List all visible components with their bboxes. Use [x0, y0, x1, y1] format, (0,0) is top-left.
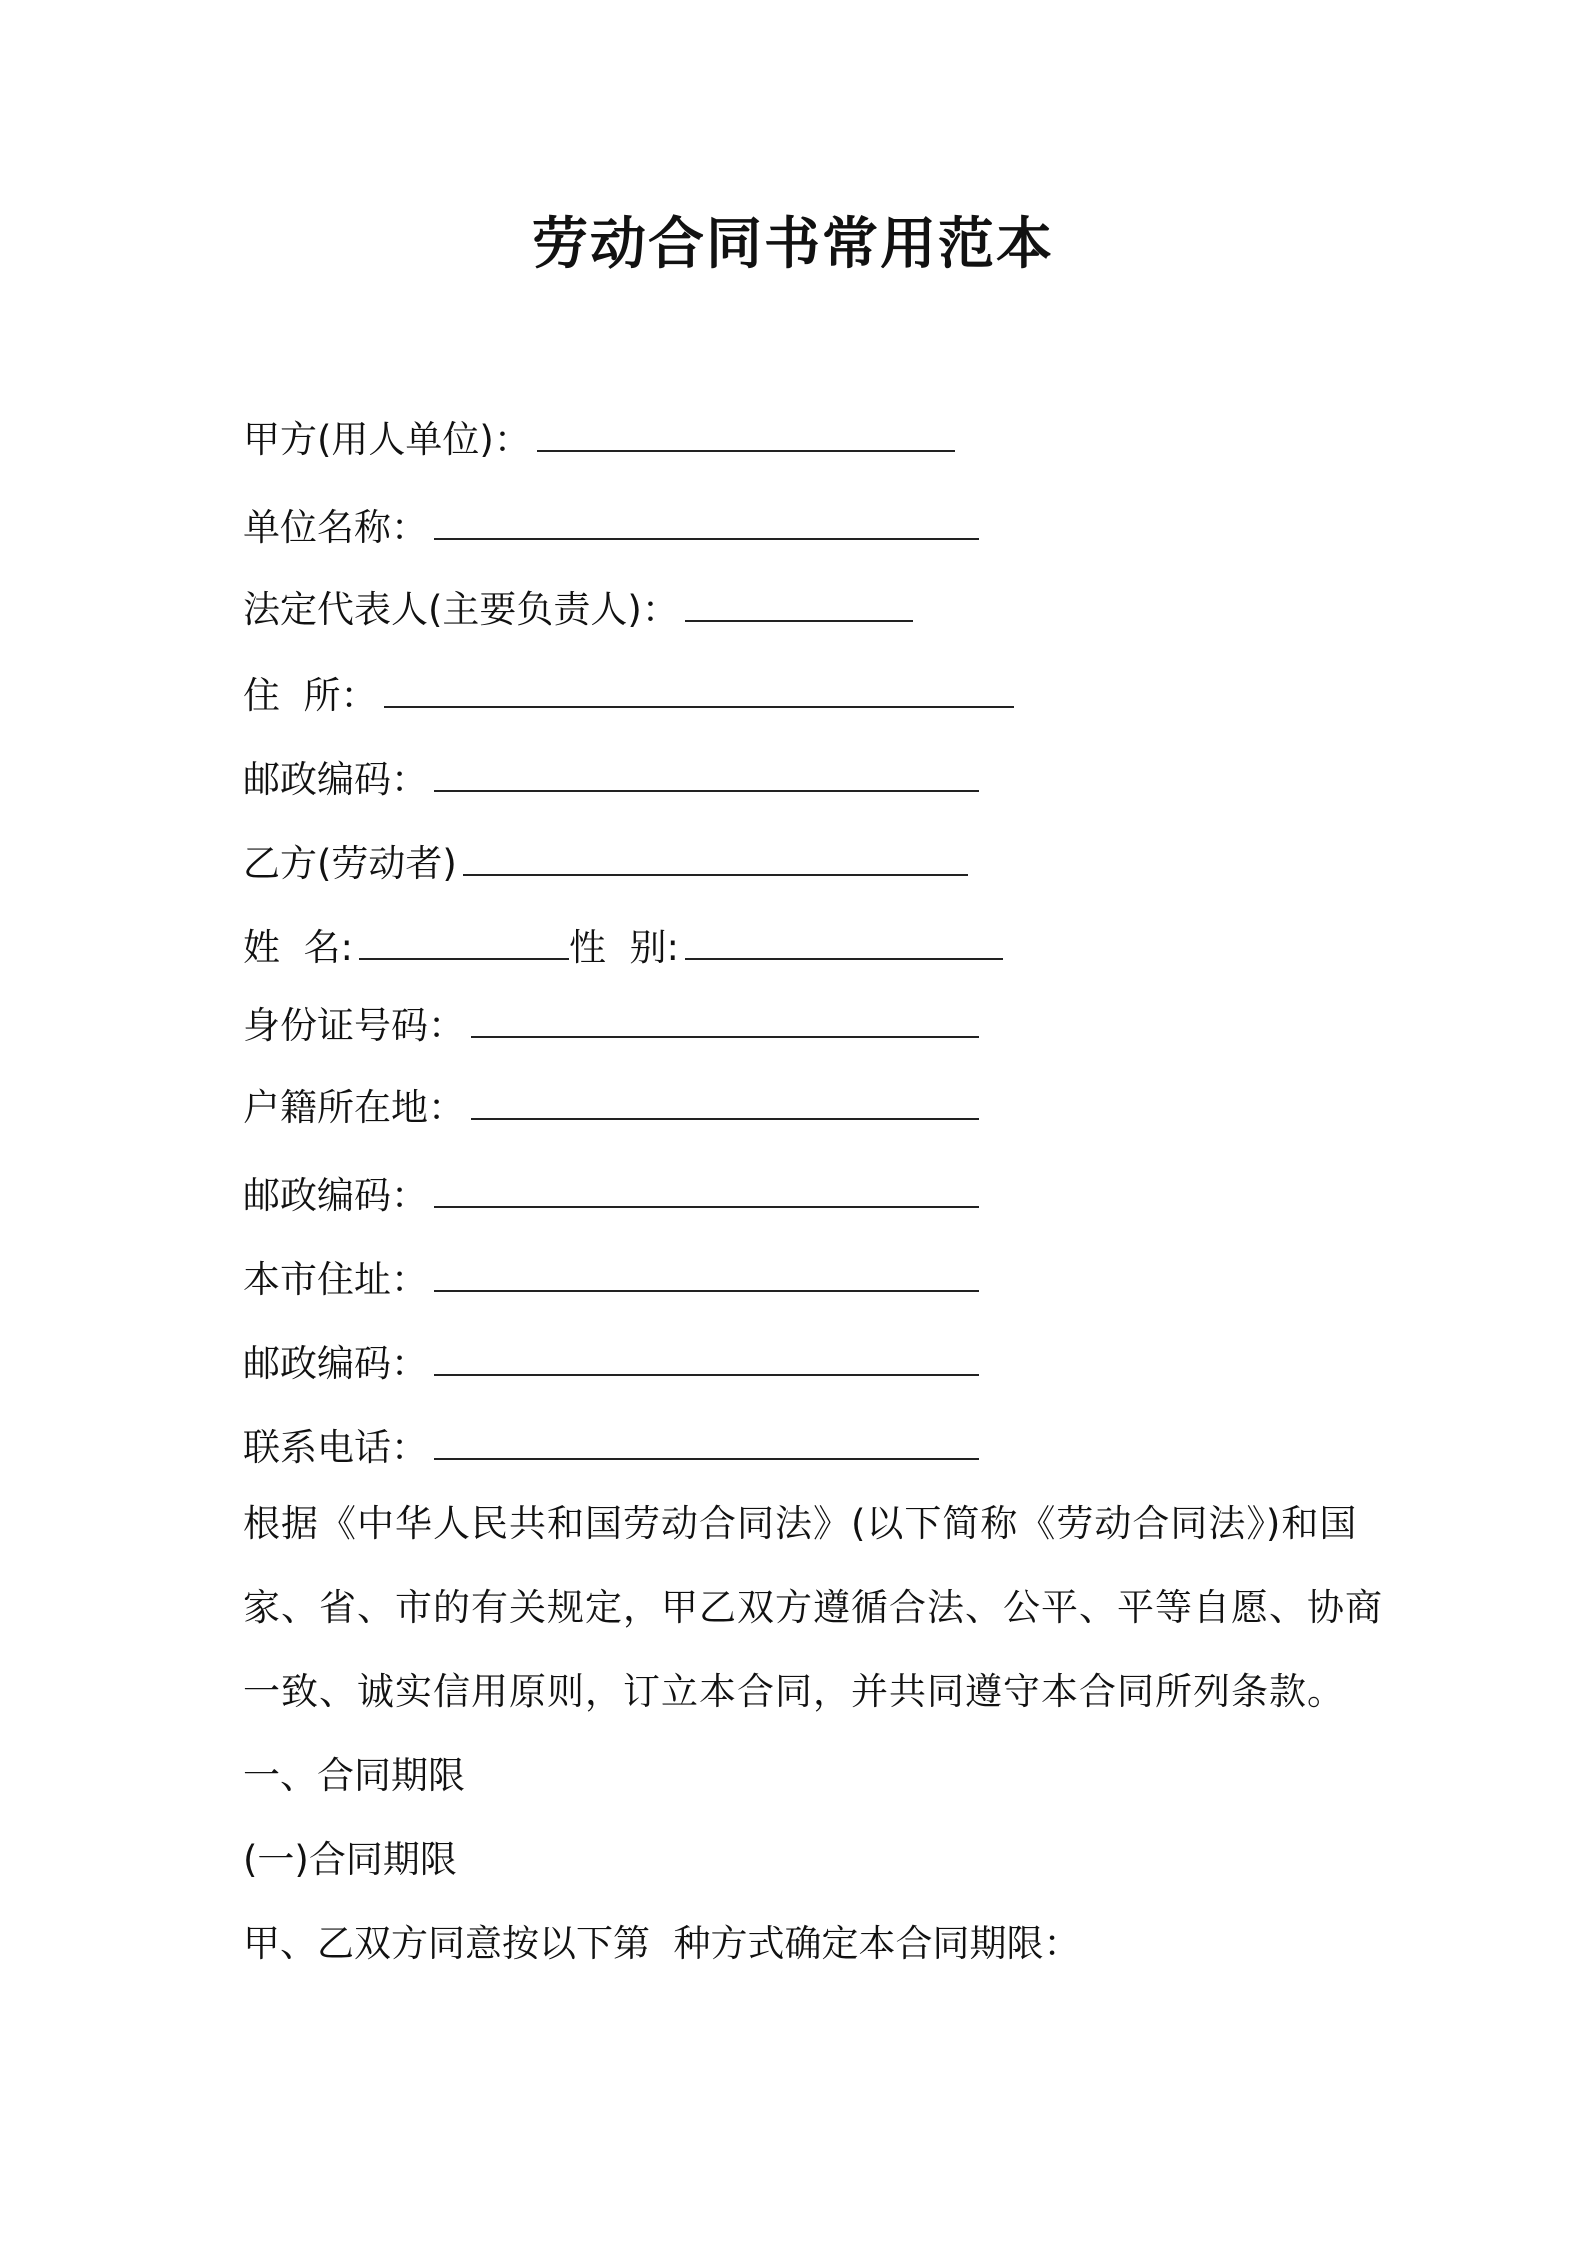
preamble-line-3: 一致、诚实信用原则，订立本合同，并共同遵守本合同所列条款。 [243, 1670, 1345, 1713]
preamble-line-1: 根据《中华人民共和国劳动合同法》(以下简称《劳动合同法》)和国 [243, 1502, 1358, 1545]
id-number-label: 身份证号码： [243, 1004, 465, 1047]
party-a-postcode-label: 邮政编码： [243, 758, 428, 801]
party-b-postcode-label-1: 邮政编码： [243, 1174, 428, 1217]
party-a-postcode-blank[interactable] [434, 754, 979, 792]
employer-blank[interactable] [537, 414, 955, 452]
address-label: 住 所： [243, 674, 378, 717]
phone-row [243, 1422, 979, 1472]
address-blank[interactable] [384, 670, 1014, 708]
worker-blank[interactable] [463, 838, 968, 876]
party-b-postcode-row-1 [243, 1170, 979, 1220]
id-number-row [243, 1000, 979, 1050]
unit-name-blank[interactable] [434, 502, 979, 540]
legal-rep-row [243, 584, 913, 634]
name-blank[interactable] [359, 922, 569, 960]
party-b-postcode-row-2 [243, 1338, 979, 1388]
employer-row [243, 414, 955, 464]
unit-name-row [243, 502, 979, 552]
household-label: 户籍所在地： [243, 1086, 465, 1129]
phone-label: 联系电话： [243, 1426, 428, 1469]
employer-label: 甲方(用人单位)： [243, 418, 531, 461]
legal-rep-label: 法定代表人(主要负责人)： [243, 588, 679, 631]
subsection-1-heading: (一)合同期限 [243, 1838, 457, 1881]
id-number-blank[interactable] [471, 1000, 979, 1038]
worker-row [243, 838, 968, 888]
phone-blank[interactable] [434, 1422, 979, 1460]
name-gender-row [243, 922, 1003, 972]
section-1-heading: 一、合同期限 [243, 1754, 465, 1797]
city-address-label: 本市住址： [243, 1258, 428, 1301]
document-title: 劳动合同书常用范本 [532, 212, 1054, 277]
legal-rep-blank[interactable] [685, 584, 913, 622]
term-sentence: 甲、乙双方同意按以下第 种方式确定本合同期限： [243, 1922, 1081, 1965]
party-b-postcode-label-2: 邮政编码： [243, 1342, 428, 1385]
household-row [243, 1082, 979, 1132]
household-blank[interactable] [471, 1082, 979, 1120]
gender-blank[interactable] [685, 922, 1003, 960]
party-b-postcode-blank-2[interactable] [434, 1338, 979, 1376]
gender-label: 性 别: [569, 926, 679, 969]
city-address-blank[interactable] [434, 1254, 979, 1292]
city-address-row [243, 1254, 979, 1304]
name-label: 姓 名: [243, 926, 353, 969]
party-a-postcode-row [243, 754, 979, 804]
party-b-postcode-blank-1[interactable] [434, 1170, 979, 1208]
preamble-line-2: 家、省、市的有关规定，甲乙双方遵循合法、公平、平等自愿、协商 [243, 1586, 1383, 1629]
unit-name-label: 单位名称： [243, 506, 428, 549]
worker-label: 乙方(劳动者) [243, 842, 457, 885]
address-row [243, 670, 1014, 720]
